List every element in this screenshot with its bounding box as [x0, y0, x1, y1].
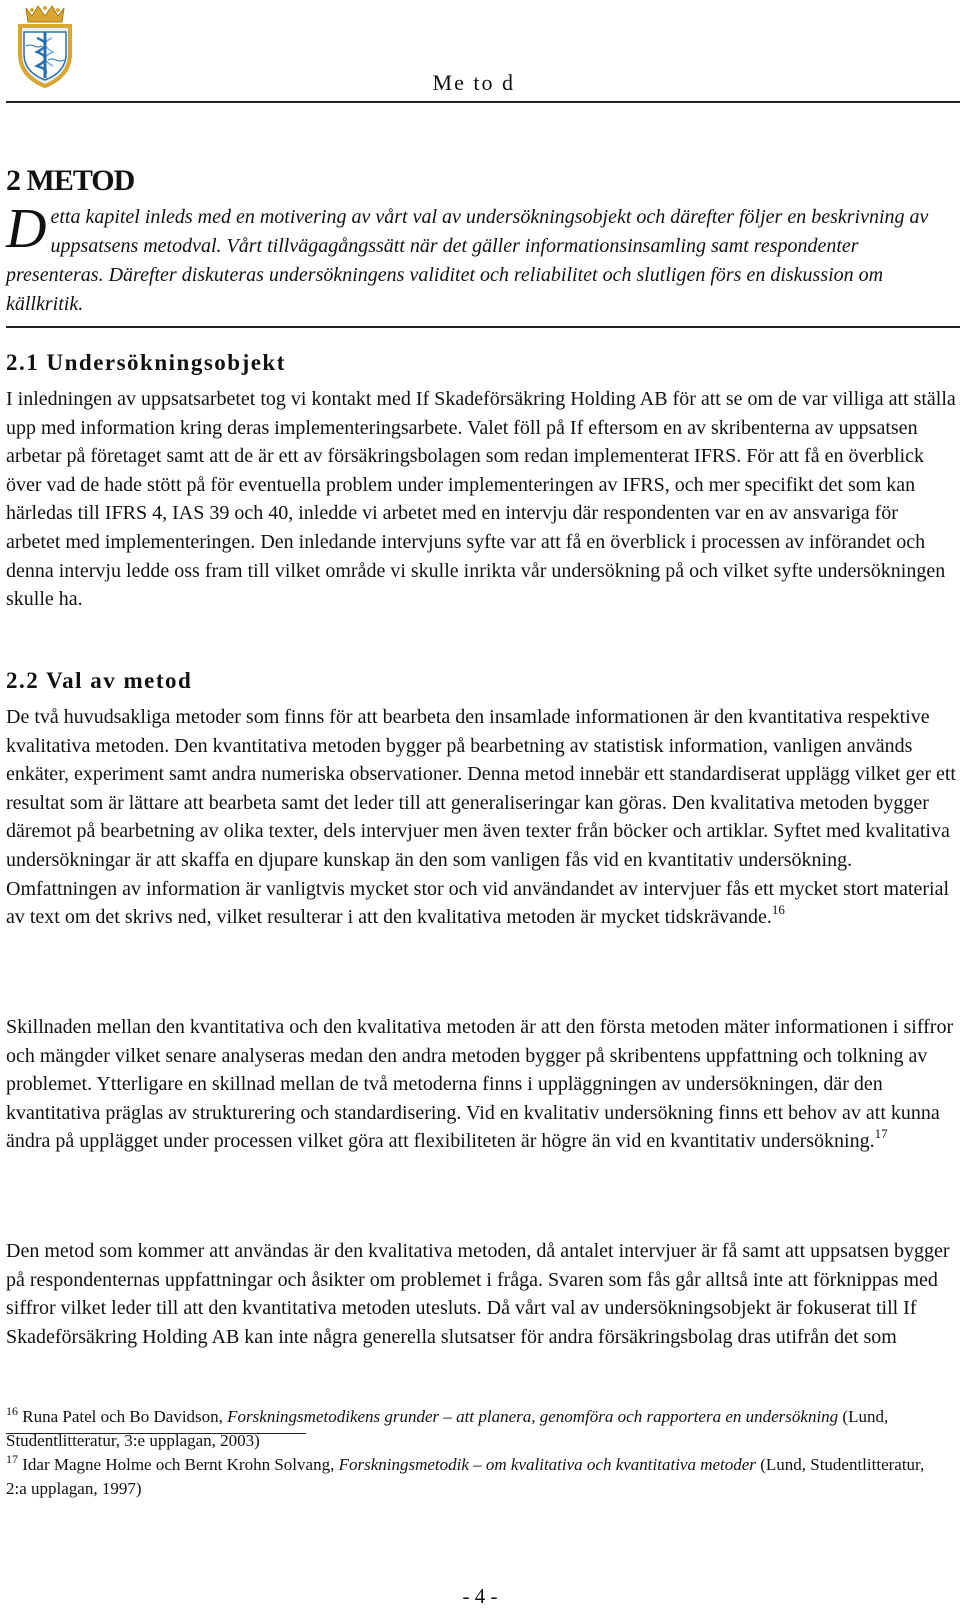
footnote-number: 16 — [6, 1404, 18, 1418]
section-heading-val-av-metod: 2.2 Val av metod — [6, 668, 193, 693]
section-heading-undersokningsobjekt: 2.1 Undersökningsobjekt — [6, 350, 286, 375]
section-paragraph — [6, 703, 956, 932]
footnote-ref[interactable]: 16 — [771, 902, 785, 918]
page-number: - 4 - — [462, 1584, 498, 1608]
footnote — [6, 1453, 946, 1501]
footnote — [6, 1405, 946, 1453]
drop-cap: D — [6, 198, 47, 260]
intro-divider — [6, 326, 960, 328]
footnote-author: Idar Magne Holme och Bernt Krohn Solvang, — [22, 1455, 339, 1474]
footnote-title: Forskningsmetodik – om kvalitativa och kvantitativa metoder — [338, 1455, 756, 1474]
section-paragraph: I inledningen av uppsatsarbetet tog vi kontakt med If Skadeförsäkring Holding AB för att se om de var villiga att ställa upp med information kring deras implementeringsarbete. Valet föll på If eftersom en av skribenterna av uppsatsen arbetar på företaget samt att de är ett av försäkringsbolagen som redan implementerat IFRS. För att få en överblick över vad de hade stött på för eventuella problem under implementeringen av IFRS, och mer specifikt det som kan härledas till IFRS 4, IAS 39 och 40, inledde vi arbetet med en intervju där respondenten var en av ansvariga för arbetet med implementeringen. Den inledande intervjuns syfte var att få en överblick i processen av införandet och denna intervju ledde oss fram till vilket område vi skulle inrikta vår undersökning på och vilket syfte undersökningen skulle ha. — [6, 388, 956, 611]
footnote-number: 17 — [6, 1452, 18, 1466]
paragraph-text: Skillnaden mellan den kvantitativa och den kvalitativa metoden är att den första metoden mäter informationen i siffror och mängder vilket senare analyseras medan den andra metoden bygger på skribentens uppfattning och tolkning av problemet. Ytterligare en skillnad mellan de två metoderna finns i uppläggningen av undersökningen, där den kvantitativa präglas av strukturering och standardisering. Vid en kvalitativ undersökning finns ett behov av att kunna ändra på upplägget under processen vilket göra att flexibiliteten är högre än vid en kvantitativ undersökning. — [6, 1016, 954, 1153]
footnote-title: Forskningsmetodikens grunder – att planera, genomföra och rapportera en undersökning — [227, 1407, 839, 1426]
footnote-ref[interactable]: 17 — [874, 1126, 888, 1142]
section-paragraph — [6, 1237, 956, 1351]
paragraph-text: De två huvudsakliga metoder som finns för att bearbeta den insamlade informationen är den kvantitativa respektive kvalitativa metoden. Den kvantitativa metoden bygger på bearbetning av statistisk information, vanligen används enkäter, experiment samt andra numeriska observationer. Denna metod innebär ett standardiserat upplägg vilket ger ett resultat som är lättare att bearbeta samt det leder till att generaliseringar kan göras. Den kvalitativa metoden bygger däremot på bearbetning av olika texter, dels intervjuer men även texter från böcker och artiklar. Syftet med kvalitativa undersökningar är att skaffa en djupare kunskap än den som vanligen fås vid en kvantitativ undersökning. Omfattningen av information är vanligtvis mycket stor och vid användandet av intervjuer fås ett mycket stort material av text om det skrivs ned, vilket resulterar i att den kvalitativa metoden är mycket tidskrävande. — [6, 706, 956, 929]
footnote-publisher: (Lund, Studentlitteratur, 3:e upplagan, 2003) — [6, 1407, 889, 1450]
chapter-title: 2 METOD — [6, 164, 135, 197]
intro-text: etta kapitel inleds med en motivering av vårt val av undersökningsobjekt och därefter följer en beskrivning av uppsatsens metodval. Vårt tillvägagångssätt när det gäller informationsinsamling samt respondenter presenteras. Därefter diskuteras undersökningens validitet och reliabilitet och slutligen förs en diskussion om källkritik. — [6, 206, 929, 315]
chapter-intro — [6, 198, 956, 319]
paragraph-text: Den metod som kommer att användas är den kvalitativa metoden, då antalet intervjuer är få samt att uppsatsen bygger på respondenternas uppfattningar och åsikter om problemet i fråga. Svaren som fås går alltså inte att förknippas med siffror vilket leder till att den kvantitativa metoden utesluts. Då vårt val av undersökningsobjekt är fokuserat till If Skadeförsäkring Holding AB kan inte några generella slutsatser för andra försäkringsbolag dras utifrån det som — [6, 1240, 950, 1348]
footnote-publisher: (Lund, Studentlitteratur, 2:a upplagan, 1997) — [6, 1455, 925, 1498]
running-header-title: Me to d — [432, 70, 515, 95]
section-paragraph — [6, 1013, 956, 1156]
header-divider — [6, 101, 960, 103]
footnote-author: Runa Patel och Bo Davidson, — [22, 1407, 228, 1426]
